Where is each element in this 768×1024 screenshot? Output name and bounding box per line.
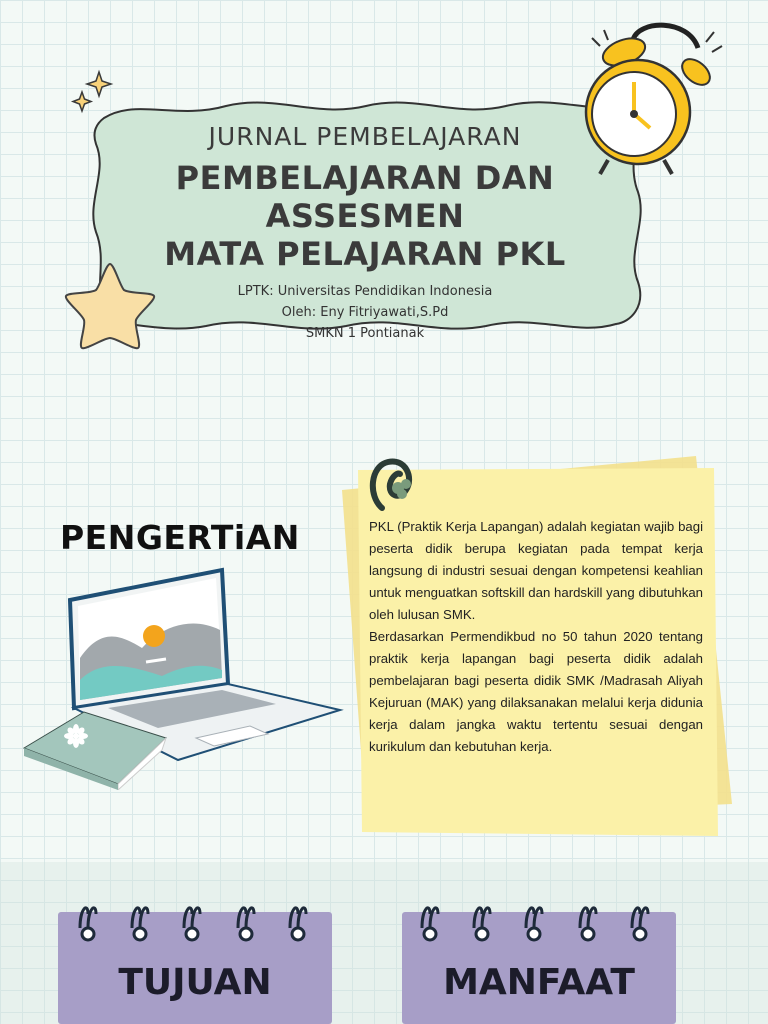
manfaat-label: MANFAAT	[443, 962, 635, 1003]
binder-ring-icon	[68, 898, 322, 944]
definition-paragraph-1: PKL (Praktik Kerja Lapangan) adalah kegiatan wajib bagi peserta didik berupa kegiatan pada tempat kerja langsung di industri sesuai dengan kompetensi keahlian untuk menguatkan softskill dan hardskill yang dibutuhkan oleh lulusan SMK.	[369, 519, 703, 622]
paperclip-icon	[364, 456, 420, 514]
title-line-1: PEMBELAJARAN DAN ASSESMEN	[175, 159, 555, 235]
page-title	[100, 159, 630, 273]
lptk-text: LPTK: Universitas Pendidikan Indonesia	[237, 284, 493, 299]
journal-title: JURNAL PEMBELAJARAN	[208, 122, 522, 151]
definition-text	[369, 516, 703, 758]
title-line-2: MATA PELAJARAN PKL	[164, 235, 566, 273]
author-text: Oleh: Eny Fitriyawati,S.Pd	[281, 305, 449, 320]
header-info	[100, 281, 630, 344]
school-text: SMKN 1 Pontianak	[305, 326, 425, 341]
definition-heading: PENGERTiAN	[60, 518, 300, 557]
binder-ring-icon	[410, 898, 664, 944]
header	[100, 118, 630, 344]
notebook-icon	[22, 706, 168, 790]
definition-paragraph-2: Berdasarkan Permendikbud no 50 tahun 2020 tentang praktik kerja lapangan bagi peserta didik adalah pembelajaran bagi peserta didik SMK /Madrasah Aliyah Kejuruan (MAK) yang dilaksanakan melalui kerja didunia kerja dalam jangka waktu tertentu sesuai dengan kurikulum dan kebutuhan kerja.	[369, 629, 703, 754]
tujuan-label: TUJUAN	[118, 962, 272, 1003]
